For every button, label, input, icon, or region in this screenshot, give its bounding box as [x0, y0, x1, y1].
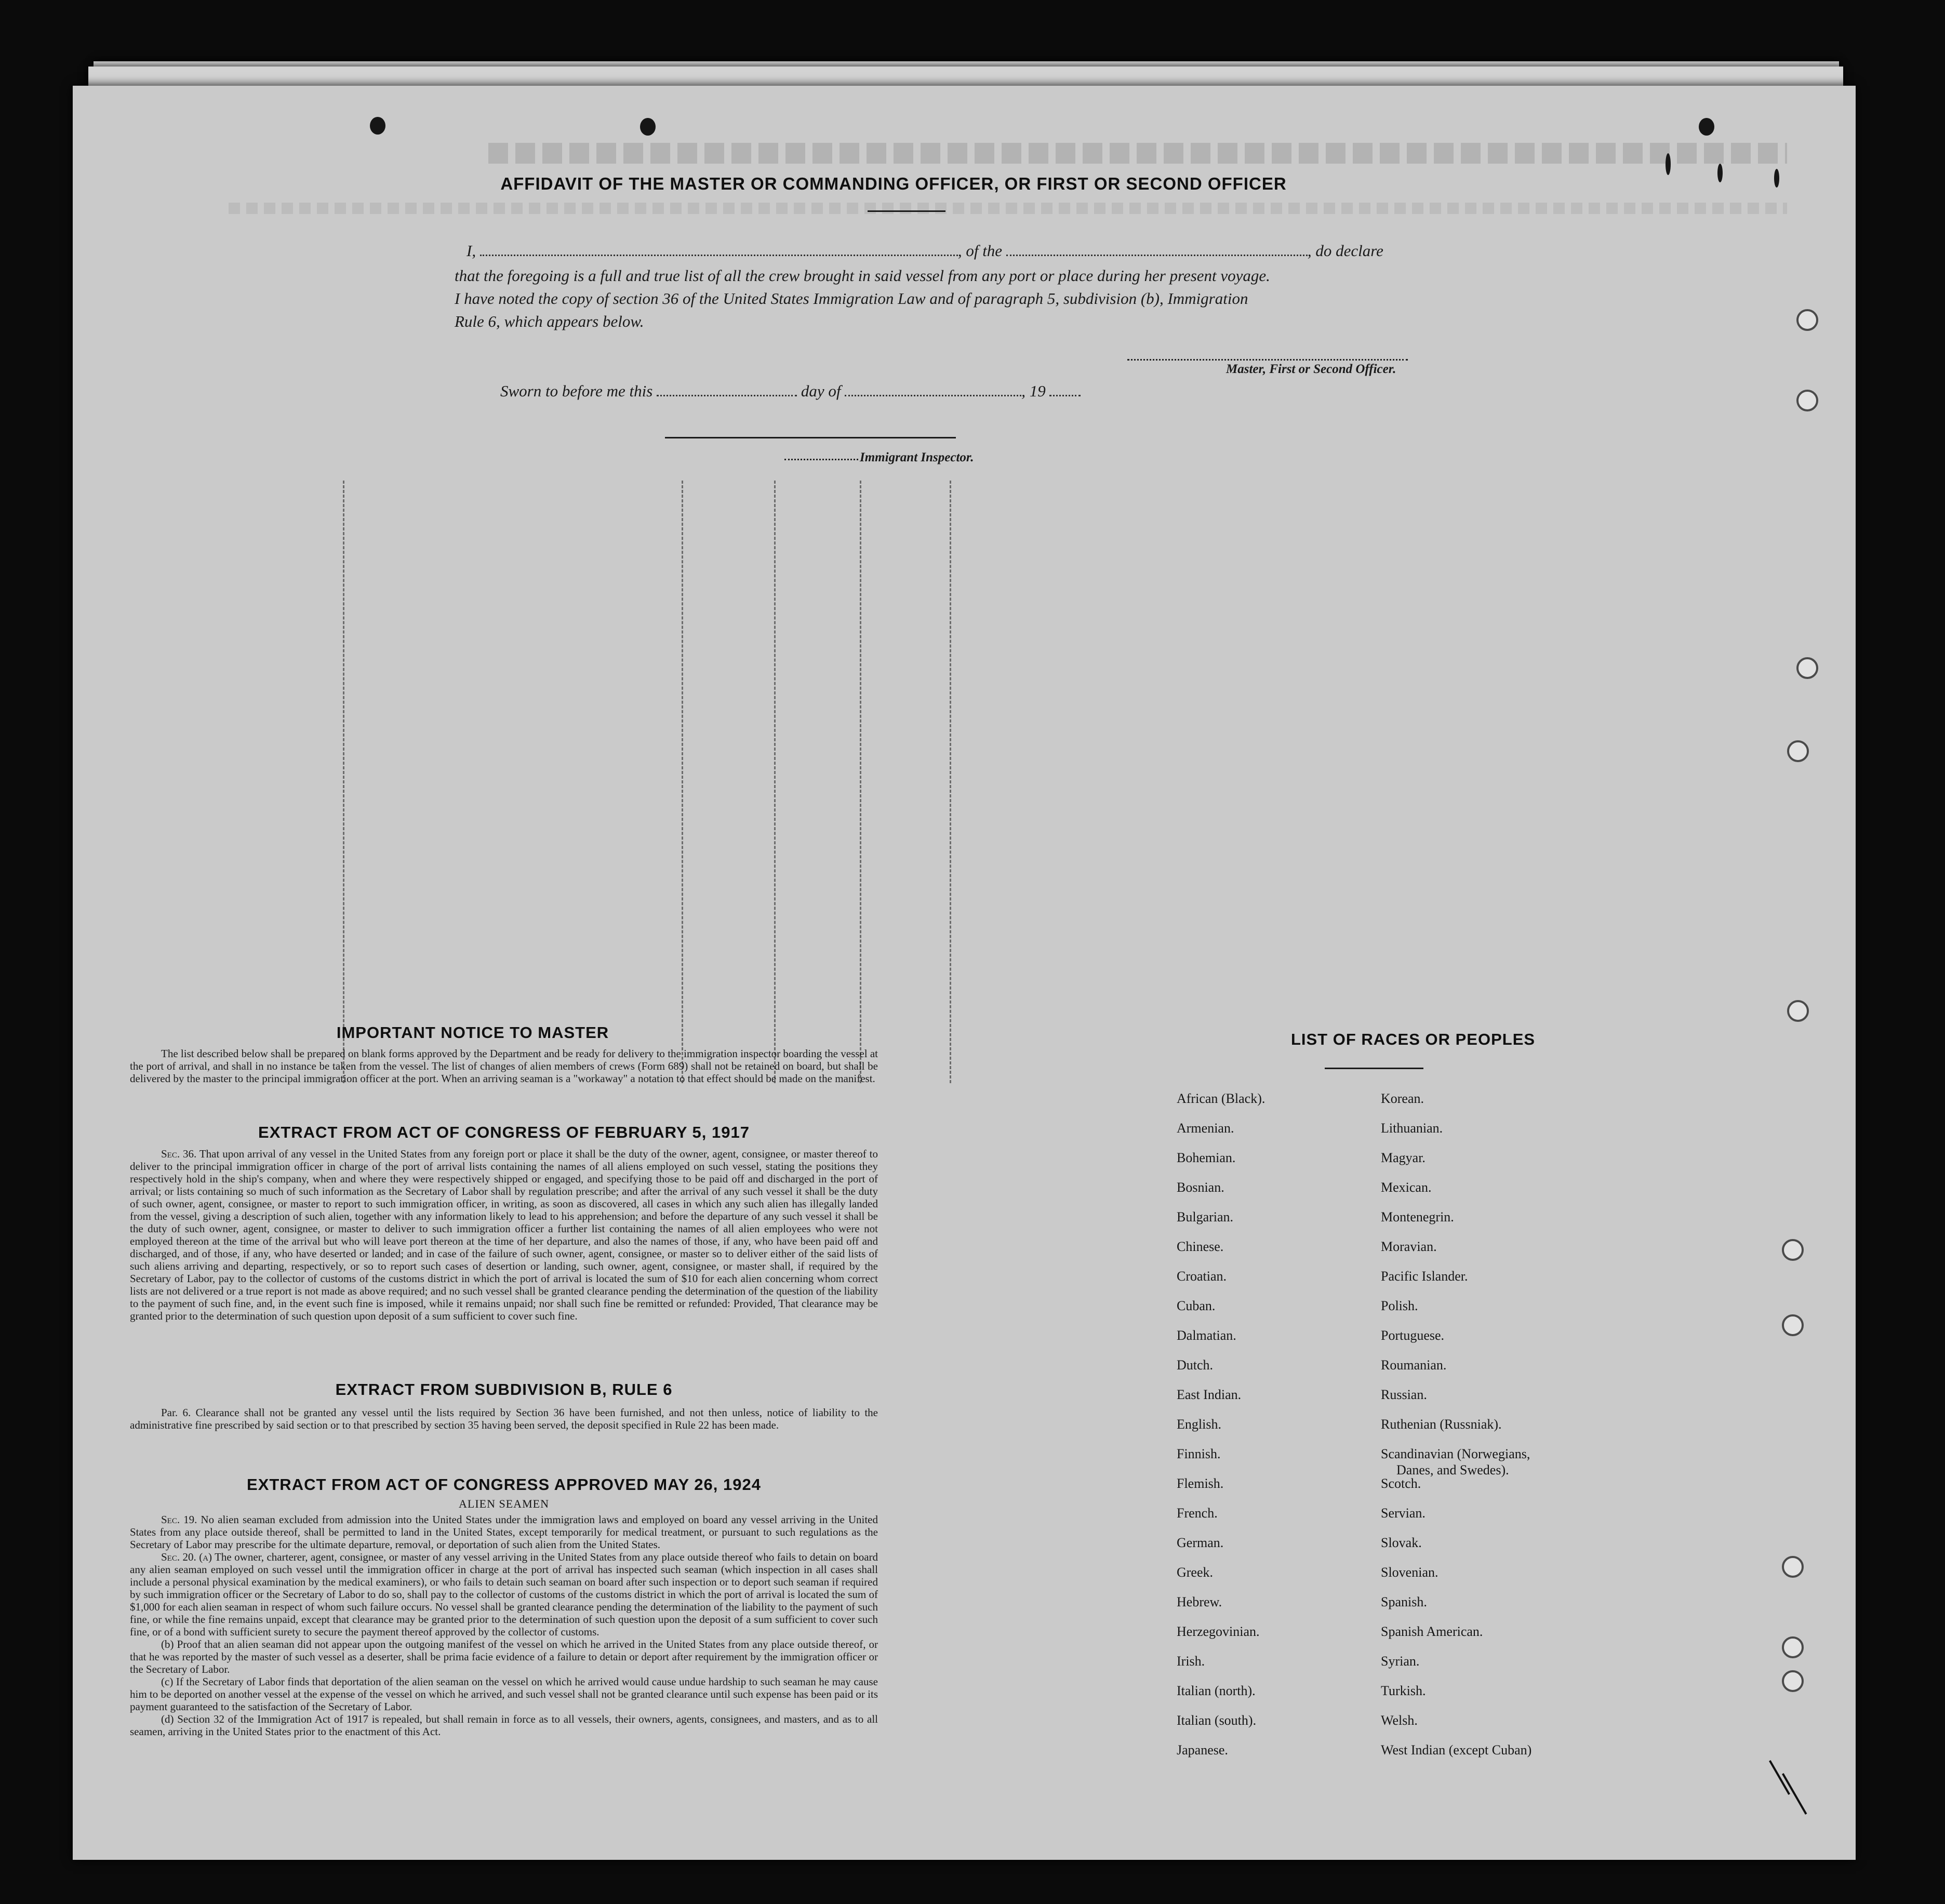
race-item: Italian (south).: [1177, 1713, 1257, 1728]
sec20-label: Sec. 20. (a): [161, 1551, 212, 1563]
race-item: Turkish.: [1381, 1683, 1426, 1698]
title-rule: [868, 210, 945, 212]
binder-ring: [1782, 1239, 1804, 1261]
inspector-dotted-line: [784, 459, 858, 460]
sworn-line: [500, 382, 1081, 401]
race-item: Polish.: [1381, 1298, 1418, 1313]
race-item: French.: [1177, 1506, 1218, 1521]
race-item: Montenegrin.: [1381, 1209, 1454, 1224]
races-title: LIST OF RACES OR PEOPLES: [1290, 1030, 1536, 1048]
column-divider: [774, 481, 776, 1083]
inspector-signature-line[interactable]: [665, 437, 956, 438]
par6-label: Par. 6.: [161, 1406, 191, 1419]
binder-ring: [1796, 309, 1818, 331]
notice-text: The list described below shall be prepared on blank forms approved by the Department and be ready for delivery to the immigration inspector boarding the vessel at the port of arrival, and shall in no instance be taken from the vessel. The list of changes of alien members of crews (Form 689) shall not be retained on board, but shall be delivered by the master to the principal immigration officer at the port. When an arriving seaman is a "workaway" a notation to that effect should be made on the manifest.: [130, 1047, 878, 1085]
extract-rule6-title: EXTRACT FROM SUBDIVISION B, RULE 6: [335, 1380, 673, 1399]
races-right-column: [1381, 1091, 1531, 1772]
extract-1917-title: EXTRACT FROM ACT OF CONGRESS OF FEBRUARY 5, 1917: [258, 1123, 750, 1141]
race-item: Croatian.: [1177, 1269, 1227, 1284]
sec20d-text: Section 32 of the Immigration Act of 1917 is repealed, but shall remain in force as to all vessels, their owners, agents, consignees, and masters, and as to all seamen, arriving in the United States prior to the enactment of this Act.: [130, 1713, 878, 1738]
race-item: Spanish American.: [1381, 1624, 1483, 1639]
race-item: Cuban.: [1177, 1298, 1216, 1313]
race-item: Slovenian.: [1381, 1565, 1438, 1580]
name-blank[interactable]: [480, 243, 958, 256]
punch-hole: [640, 118, 656, 136]
sec20b-text: Proof that an alien seaman did not appear upon the outgoing manifest of the vessel on which he arrived in the United States from any place outside thereof, or that he was reported by the master of such vessel as a deserter, shall be prima facie evidence of a failure to detain or deport after requirement by the immigration officer or the Secretary of Labor.: [130, 1638, 878, 1675]
race-item: Slovak.: [1381, 1535, 1422, 1550]
sec36-label: Sec. 36.: [161, 1148, 197, 1160]
race-item: Syrian.: [1381, 1654, 1420, 1669]
declaration-declare: , do declare: [1307, 242, 1383, 260]
column-divider: [950, 481, 951, 1083]
bleed-through: [229, 203, 1787, 214]
sec36-text: That upon arrival of any vessel in the United States from any foreign port or place it shall be the duty of the owner, agent, consignee, or master thereof to deliver to the principal immigration officer in charge of the port of arrival lists containing the names of all aliens employed on such vessel, stating the positions they respectively hold in the ship's company, when and where they were respectively shipped or engaged, and specifying those to be paid off and discharged in the port of arrival; or lists containing so much of such information as the Secretary of Labor shall by regulation prescribe; and after the arrival of any such vessel it shall be the duty of such owner, agent, consignee, or master to report to such immigration officer, in writing, as soon as discovered, all cases in which any such alien has illegally landed from the vessel, giving a description of such alien, together with any information likely to lead to his apprehension; and before the departure of any such vessel it shall be the duty of such owner, agent, consignee, or master to deliver to such immigration officer a further list containing the names of all alien employees who were not employed thereon at the time of the arrival but who will leave port thereon at the time of her departure, and also the names of those, if any, who have been paid off and discharged, and of those, if any, who have deserted or landed; and in case of the failure of such owner, agent, consignee, or master so to deliver either of the said lists of such aliens arriving and departing, respectively, or so to report such cases of desertion or landing, such owner, agent, consignee, or master shall, if required by the Secretary of Labor, pay to the collector of customs of the customs district in which the port of arrival is located the sum of $10 for each alien concerning whom correct lists are not delivered or a true report is not made as above required; and no such vessel shall be granted clearance pending the determination of the question of the liability to the payment of such fine, and, in the event such fine is imposed, while it remains unpaid; nor shall such fine be remitted or refunded: Provided, That clearance may be granted prior to the determination of such question upon deposit of a sum sufficient to cover such fine.: [130, 1148, 878, 1322]
race-item: Pacific Islander.: [1381, 1269, 1468, 1284]
race-item: East Indian.: [1177, 1387, 1242, 1402]
binder-ring: [1787, 740, 1809, 762]
binder-ring: [1782, 1636, 1804, 1658]
race-item: Scandinavian (Norwegians,: [1381, 1446, 1530, 1461]
race-item: Korean.: [1381, 1091, 1424, 1106]
race-item: Flemish.: [1177, 1476, 1224, 1491]
race-item: Magyar.: [1381, 1150, 1426, 1165]
document-page: [73, 86, 1856, 1860]
race-item: English.: [1177, 1417, 1221, 1432]
sec20c-label: (c): [161, 1675, 174, 1688]
race-item: Armenian.: [1177, 1121, 1234, 1136]
binder-ring: [1782, 1314, 1804, 1336]
declaration-i: I,: [467, 242, 476, 260]
punch-hole: [1699, 118, 1714, 136]
sworn-day-blank[interactable]: [657, 383, 797, 396]
race-item: Moravian.: [1381, 1239, 1437, 1254]
sec20b-label: (b): [161, 1638, 174, 1650]
sworn-day: day of: [801, 382, 841, 400]
race-item: Portuguese.: [1381, 1328, 1445, 1343]
sec19-label: Sec. 19.: [161, 1513, 197, 1526]
binder-ring: [1782, 1556, 1804, 1578]
extract-rule6-body: [130, 1406, 878, 1431]
race-item: Bosnian.: [1177, 1180, 1224, 1195]
sworn-prefix: Sworn to before me this: [500, 382, 653, 400]
races-left-column: [1177, 1091, 1265, 1772]
race-item: Welsh.: [1381, 1713, 1418, 1728]
races-title-rule: [1325, 1068, 1423, 1069]
race-item: Hebrew.: [1177, 1594, 1222, 1609]
race-item: Dalmatian.: [1177, 1328, 1236, 1343]
race-item: Greek.: [1177, 1565, 1214, 1580]
sworn-year: , 19: [1021, 382, 1046, 400]
pencil-mark: [1769, 1760, 1790, 1795]
race-item: Spanish.: [1381, 1594, 1427, 1609]
race-item: Finnish.: [1177, 1446, 1221, 1461]
race-item: Bohemian.: [1177, 1150, 1236, 1165]
sworn-month-blank[interactable]: [845, 383, 1021, 396]
sec19-text: No alien seaman excluded from admission into the United States under the immigration laws and employed on board any vessel arriving in the United States from any place outside thereof, shall be permitted to land in the United States, except temporarily for medical treatment, or pursuant to such regulations as the Secretary of Labor may prescribe for the ultimate departure, removal, or deportation of such alien from the United States.: [130, 1513, 878, 1551]
bleed-through: [488, 143, 1787, 164]
race-item: Bulgarian.: [1177, 1209, 1234, 1224]
race-item: German.: [1177, 1535, 1224, 1550]
race-item: Japanese.: [1177, 1742, 1228, 1757]
notice-title: IMPORTANT NOTICE TO MASTER: [336, 1023, 609, 1042]
race-item: African (Black).: [1177, 1091, 1265, 1106]
race-item: Russian.: [1381, 1387, 1427, 1402]
race-item: Herzegovinian.: [1177, 1624, 1260, 1639]
pencil-mark: [1782, 1773, 1807, 1815]
race-item: Servian.: [1381, 1506, 1426, 1521]
master-label: Master, First or Second Officer.: [1226, 362, 1396, 376]
races-right-continuation: Danes, and Swedes).: [1396, 1462, 1509, 1477]
punch-hole: [1717, 164, 1723, 182]
declaration-of: , of the: [957, 242, 1003, 260]
race-item: Italian (north).: [1177, 1683, 1256, 1698]
extract-1917-body: [130, 1148, 878, 1322]
race-item: West Indian (except Cuban): [1381, 1742, 1532, 1757]
extract-1924-title: EXTRACT FROM ACT OF CONGRESS APPROVED MAY 26, 1924: [247, 1475, 761, 1494]
binder-ring: [1787, 1000, 1809, 1022]
race-item: Chinese.: [1177, 1239, 1224, 1254]
binder-ring: [1782, 1670, 1804, 1692]
race-item: Roumanian.: [1381, 1357, 1447, 1373]
par6-text: Clearance shall not be granted any vessel until the lists required by Section 36 have been furnished, and not then unless, notice of liability to the administrative fine prescribed by said section or to that prescribed by section 35 having been served, the deposit specified in Rule 22 has been made.: [130, 1406, 878, 1431]
column-divider: [860, 481, 861, 1083]
race-item: Dutch.: [1177, 1357, 1214, 1373]
affidavit-title: AFFIDAVIT OF THE MASTER OR COMMANDING OFFICER, OR FIRST OR SECOND OFFICER: [500, 174, 1287, 193]
alien-seamen-subtitle: ALIEN SEAMEN: [459, 1497, 549, 1510]
column-divider: [682, 481, 683, 1083]
declaration-line: [467, 242, 1383, 260]
race-item: Lithuanian.: [1381, 1121, 1443, 1136]
declaration-line-2: that the foregoing is a full and true list of all the crew brought in said vessel from any port or place during her present voyage.: [455, 267, 1270, 285]
extract-1924-body: [130, 1513, 878, 1738]
binder-ring: [1796, 390, 1818, 411]
column-divider: [343, 481, 344, 1083]
race-item: Scotch.: [1381, 1476, 1421, 1491]
inspector-label: Immigrant Inspector.: [860, 450, 974, 464]
vessel-blank[interactable]: [1006, 243, 1308, 256]
punch-hole: [1774, 169, 1779, 188]
binder-ring: [1796, 657, 1818, 679]
punch-hole: [1666, 153, 1671, 175]
sworn-year-blank[interactable]: [1049, 383, 1081, 396]
sec20c-text: If the Secretary of Labor finds that deportation of the alien seaman on the vessel on which he arrived would cause undue hardship to such seaman he may cause him to be deported on another vessel at the expense of the vessel on which he arrived, and such vessel shall not be granted clearance until such expense has been paid or its payment guaranteed to the satisfaction of the Secretary of Labor.: [130, 1675, 878, 1713]
race-item: Mexican.: [1381, 1180, 1432, 1195]
declaration-line-4: Rule 6, which appears below.: [455, 312, 644, 330]
race-item: Irish.: [1177, 1654, 1205, 1669]
sec20d-label: (d): [161, 1713, 174, 1725]
sec20a-text: The owner, charterer, agent, consignee, or master of any vessel arriving in the United States from any place outside thereof who fails to detain on board any alien seaman employed on such vessel until the immigration officer in charge at the port of arrival has inspected such seaman (which inspection in all cases shall include a personal physical examination by the medical examiners), or who fails to detain such seaman on board after such inspection or to deport such seaman if required by such immigration officer or the Secretary of Labor to do so, shall pay to the collector of customs of the customs district in which the port of arrival is located the sum of $1,000 for each alien seaman in respect of whom such failure occurs. No vessel shall be granted clearance pending the determination of the liability to the payment of such fine, or while the fine remains unpaid, except that clearance may be granted prior to the determination of such question upon the deposit of a sum sufficient to cover such fine, or of a bond with sufficient surety to secure the payment thereof approved by the collector of customs.: [130, 1551, 878, 1638]
punch-hole: [370, 117, 385, 135]
declaration-line-3: I have noted the copy of section 36 of the United States Immigration Law and of paragraph 5, subdivision (b), Immigration: [455, 289, 1248, 308]
master-signature-line[interactable]: [1127, 359, 1408, 361]
race-item: Ruthenian (Russniak).: [1381, 1417, 1502, 1432]
